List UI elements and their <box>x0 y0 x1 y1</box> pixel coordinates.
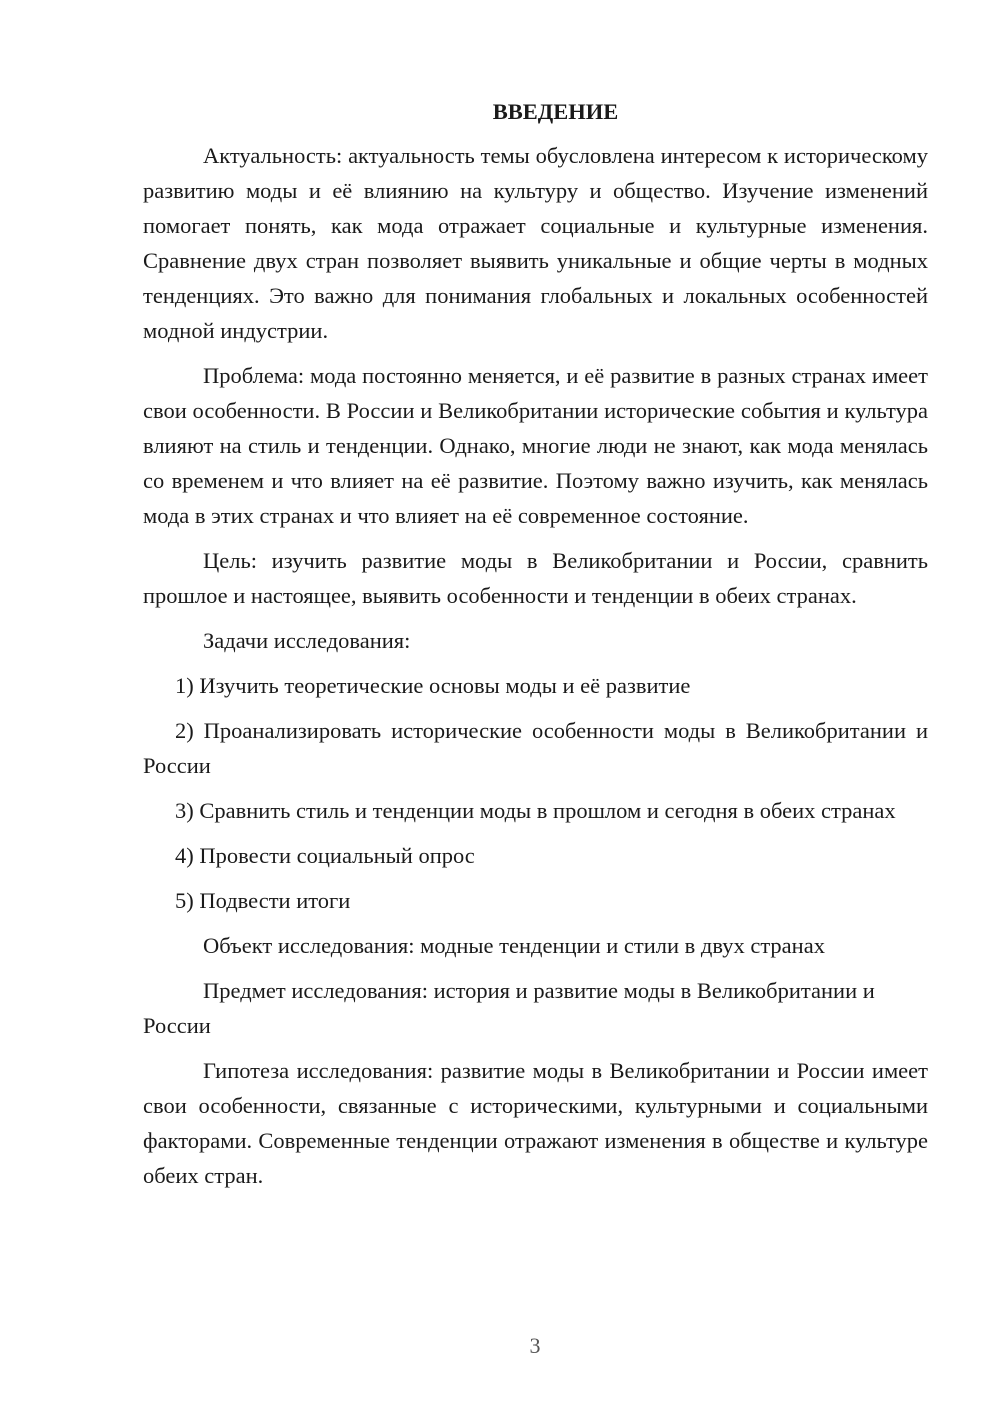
paragraph-goal: Цель: изучить развитие моды в Великобритании и России, сравнить прошлое и настоящее, выявить особенности и тенденции в обеих странах. <box>143 548 928 608</box>
paragraph-tasks-heading: Задачи исследования: <box>203 628 411 653</box>
section-title: ВВЕДЕНИЕ <box>492 99 619 124</box>
task-item-3: 3) Сравнить стиль и тенденции моды в прошлом и сегодня в обеих странах <box>175 798 896 823</box>
paragraph-problem: Проблема: мода постоянно меняется, и её развитие в разных странах имеет свои особенности. В России и Великобритании исторические события и культура влияют на стиль и тенденции. Однако, многие люди не знают, как мода менялась со временем и что влияет на её развитие. Поэтому важно изучить, как менялась мода в этих странах и что влияет на её современное состояние. <box>143 363 928 528</box>
paragraph-hypothesis: Гипотеза исследования: развитие моды в Великобритании и России имеет свои особенности, связанные с историческими, культурными и социальными факторами. Современные тенденции отражают изменения в обществе и культуре обеих стран. <box>143 1058 928 1188</box>
page-content <box>143 95 928 1203</box>
paragraph-relevance: Актуальность: актуальность темы обусловлена интересом к историческому развитию моды и её влиянию на культуру и общество. Изучение изменений помогает понять, как мода отражает социальные и культурные изменения. Сравнение двух стран позволяет выявить уникальные и общие черты в модных тенденциях. Это важно для понимания глобальных и локальных особенностей модной индустрии. <box>143 143 928 343</box>
task-item-1: 1) Изучить теоретические основы моды и её развитие <box>175 673 691 698</box>
task-item-2: 2) Проанализировать исторические особенности моды в Великобритании и России <box>143 718 928 778</box>
task-item-4: 4) Провести социальный опрос <box>175 843 475 868</box>
page-number: 3 <box>529 1333 541 1358</box>
paragraph-subject: Предмет исследования: история и развитие моды в Великобритании и России <box>143 978 875 1038</box>
task-item-5: 5) Подвести итоги <box>175 888 351 913</box>
paragraph-object: Объект исследования: модные тенденции и стили в двух странах <box>203 933 825 958</box>
